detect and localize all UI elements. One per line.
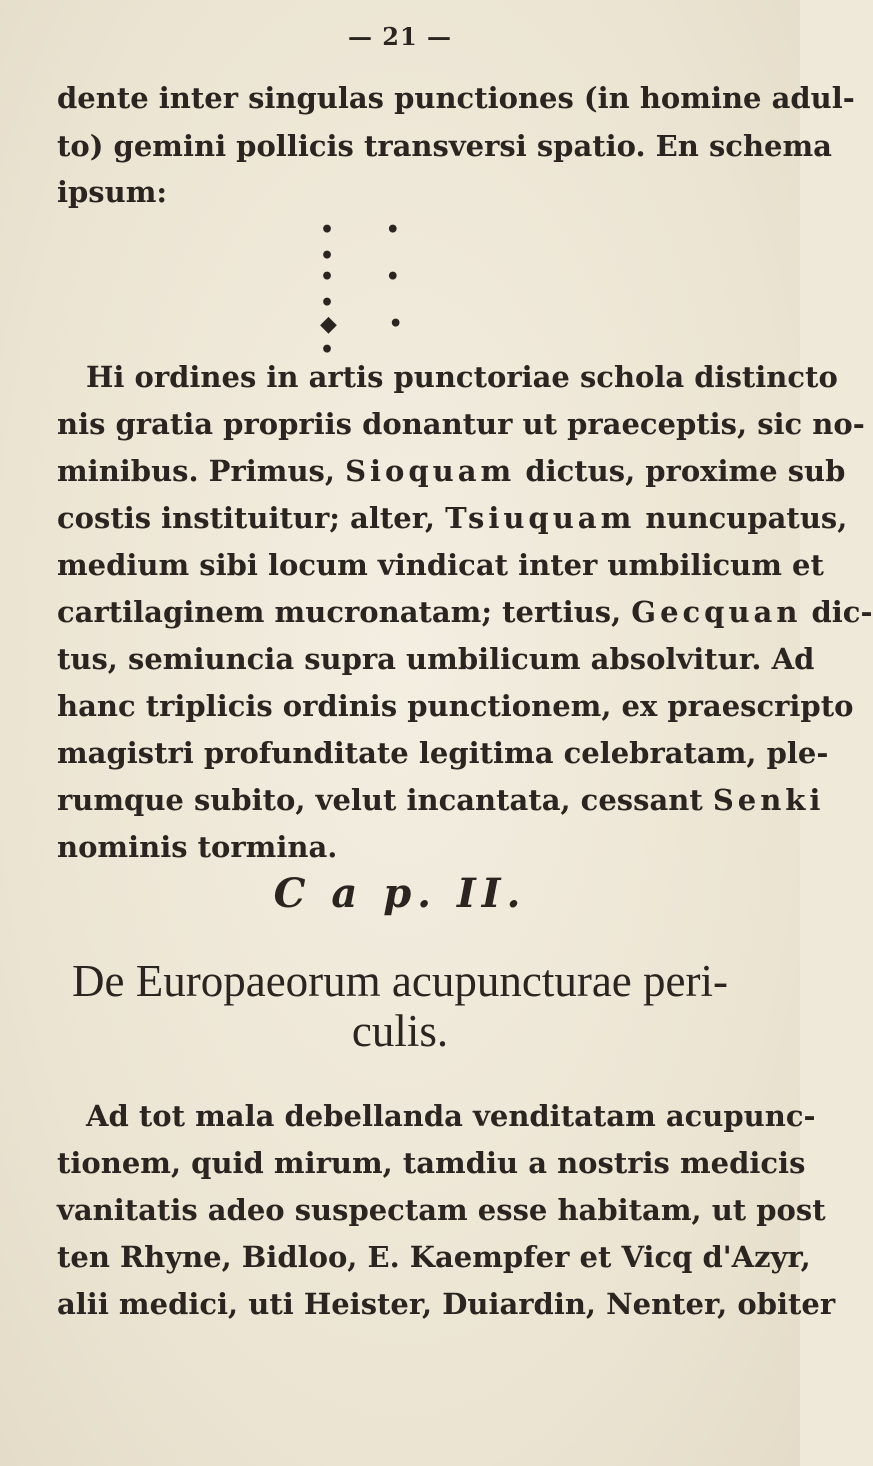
text-fragment: nuncupatus, — [635, 501, 848, 535]
text-line: alii medici, uti Heister, Duiardin, Nenter, obiter — [57, 1287, 836, 1321]
text-fragment: rumque subito, velut incantata, cessant — [57, 783, 713, 817]
text-line: medium sibi locum vindicat inter umbilicum et — [57, 548, 824, 582]
term-tsiuquam: Tsiuquam — [445, 501, 636, 535]
text-fragment: minibus. Primus, — [57, 454, 346, 488]
text-fragment: cartilaginem mucronatam; tertius, — [57, 595, 632, 629]
text-fragment: dic- — [801, 595, 873, 629]
text-line: vanitatis adeo suspectam esse habitam, ut post — [57, 1193, 826, 1227]
text-line: dente inter singulas punctiones (in homine adul- — [57, 81, 855, 115]
text-line — [57, 498, 848, 538]
schema-dots-row: • • • — [320, 217, 422, 269]
text-line: hanc triplicis ordinis punctionem, ex praescripto — [57, 689, 854, 723]
schema-dots-row: • • • — [320, 264, 422, 316]
page-number-header: — 21 — — [347, 22, 453, 51]
chapter-title: culis. — [351, 1006, 449, 1056]
text-line: ten Rhyne, Bidloo, E. Kaempfer et Vicq d'Azyr, — [57, 1240, 811, 1274]
text-line: Hi ordines in artis punctoriae schola distincto — [86, 360, 838, 394]
text-line: nominis tormina. — [57, 830, 338, 864]
schema-dots-row: ◆ • • — [320, 311, 425, 363]
chapter-label: C a p. II. — [273, 870, 527, 917]
text-line — [57, 451, 846, 491]
term-sioquam: Sioquam — [345, 454, 516, 488]
text-line: Ad tot mala debellanda venditatam acupunc- — [86, 1099, 816, 1133]
text-line: magistri profunditate legitima celebratam, ple- — [57, 736, 829, 770]
text-line: to) gemini pollicis transversi spatio. En schema — [57, 129, 832, 163]
text-line: tus, semiuncia supra umbilicum absolvitur. Ad — [57, 642, 815, 676]
text-line — [57, 780, 825, 820]
term-gecquan: Gecquan — [631, 595, 802, 629]
text-line: nis gratia propriis donantur ut praeceptis, sic no- — [57, 407, 865, 441]
text-line: tionem, quid mirum, tamdiu a nostris medicis — [57, 1146, 806, 1180]
text-line — [57, 592, 873, 632]
text-fragment: dictus, proxime sub — [515, 454, 846, 488]
text-line: ipsum: — [57, 175, 168, 209]
chapter-title: De Europaeorum acupuncturae peri- — [72, 956, 728, 1006]
term-senki: Senki — [712, 783, 825, 817]
text-fragment: costis instituitur; alter, — [57, 501, 446, 535]
